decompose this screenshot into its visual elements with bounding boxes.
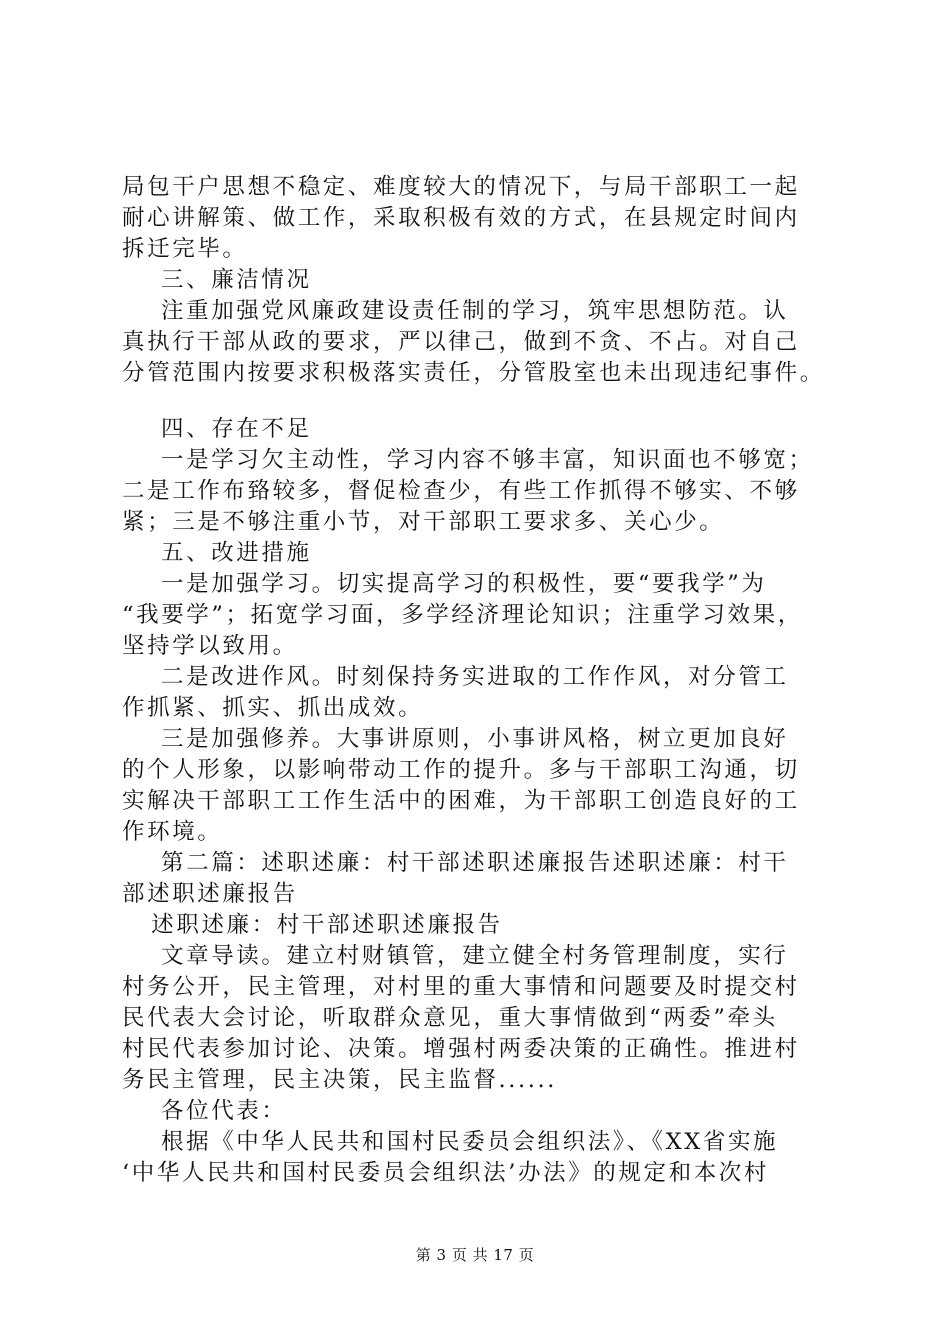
text-line: ‘中华人民共和国村民委员会组织法’办法》的规定和本次村 <box>122 1160 770 1186</box>
text-line: 务民主管理，民主决策，民主监督...... <box>122 1067 558 1093</box>
text-line: 村务公开，民主管理，对村里的重大事情和问题要及时提交村 <box>122 974 800 1000</box>
text-line: 拆迁完毕。 <box>122 236 248 262</box>
text-line: 耐心讲解策、做工作，采取积极有效的方式，在县规定时间内 <box>122 205 800 231</box>
section-heading: 五、改进措施 <box>122 540 312 566</box>
text-line: 民代表大会讨论，听取群众意见，重大事情做到“两委”牵头 <box>122 1005 778 1031</box>
text-line: 作环境。 <box>122 819 223 845</box>
subtitle: 述职述廉：村干部述职述廉报告 <box>122 912 503 938</box>
text-line: 实解决干部职工工作生活中的困难，为干部职工创造良好的工 <box>122 788 800 814</box>
page-number-footer: 第 3 页 共 17 页 <box>415 1246 535 1264</box>
text-line: “我要学”；拓宽学习面，多学经济理论知识；注重学习效果， <box>122 602 803 628</box>
text-line: 一是加强学习。切实提高学习的积极性，要“要我学”为 <box>122 571 767 597</box>
text-line: 文章导读。建立村财镇管，建立健全村务管理制度，实行 <box>122 943 789 969</box>
text-line: 二是改进作风。时刻保持务实进取的工作作风，对分管工 <box>122 664 789 690</box>
text-line: 的个人形象，以影响带动工作的提升。多与干部职工沟通，切 <box>122 757 800 783</box>
text-line: 作抓紧、抓实、抓出成效。 <box>122 695 424 721</box>
section-heading: 三、廉洁情况 <box>122 267 312 293</box>
text-line: 分管范围内按要求积极落实责任，分管股室也未出现违纪事件。 <box>122 360 825 386</box>
text-line: 村民代表参加讨论、决策。增强村两委决策的正确性。推进村 <box>122 1036 800 1062</box>
chapter-heading: 部述职述廉报告 <box>122 881 298 907</box>
chapter-heading: 第二篇：述职述廉：村干部述职述廉报告述职述廉：村干 <box>122 850 789 876</box>
text-line: 一是学习欠主动性，学习内容不够丰富，知识面也不够宽； <box>122 447 814 473</box>
text-line: 局包干户思想不稳定、难度较大的情况下，与局干部职工一起 <box>122 174 800 200</box>
text-line: 坚持学以致用。 <box>122 633 298 659</box>
salutation: 各位代表： <box>122 1098 287 1124</box>
document-body <box>122 172 842 1189</box>
text-line: 根据《中华人民共和国村民委员会组织法》、《XX省实施 <box>122 1129 779 1155</box>
text-line: 三是加强修养。大事讲原则，小事讲风格，树立更加良好 <box>122 726 789 752</box>
text-line: 注重加强党风廉政建设责任制的学习，筑牢思想防范。认 <box>122 298 789 324</box>
text-line: 紧；三是不够注重小节，对干部职工要求多、关心少。 <box>122 509 725 535</box>
text-line: 二是工作布臵较多，督促检查少，有些工作抓得不够实、不够 <box>122 478 800 504</box>
section-heading: 四、存在不足 <box>122 416 312 442</box>
text-line: 真执行干部从政的要求，严以律己，做到不贪、不占。对自己 <box>122 329 800 355</box>
